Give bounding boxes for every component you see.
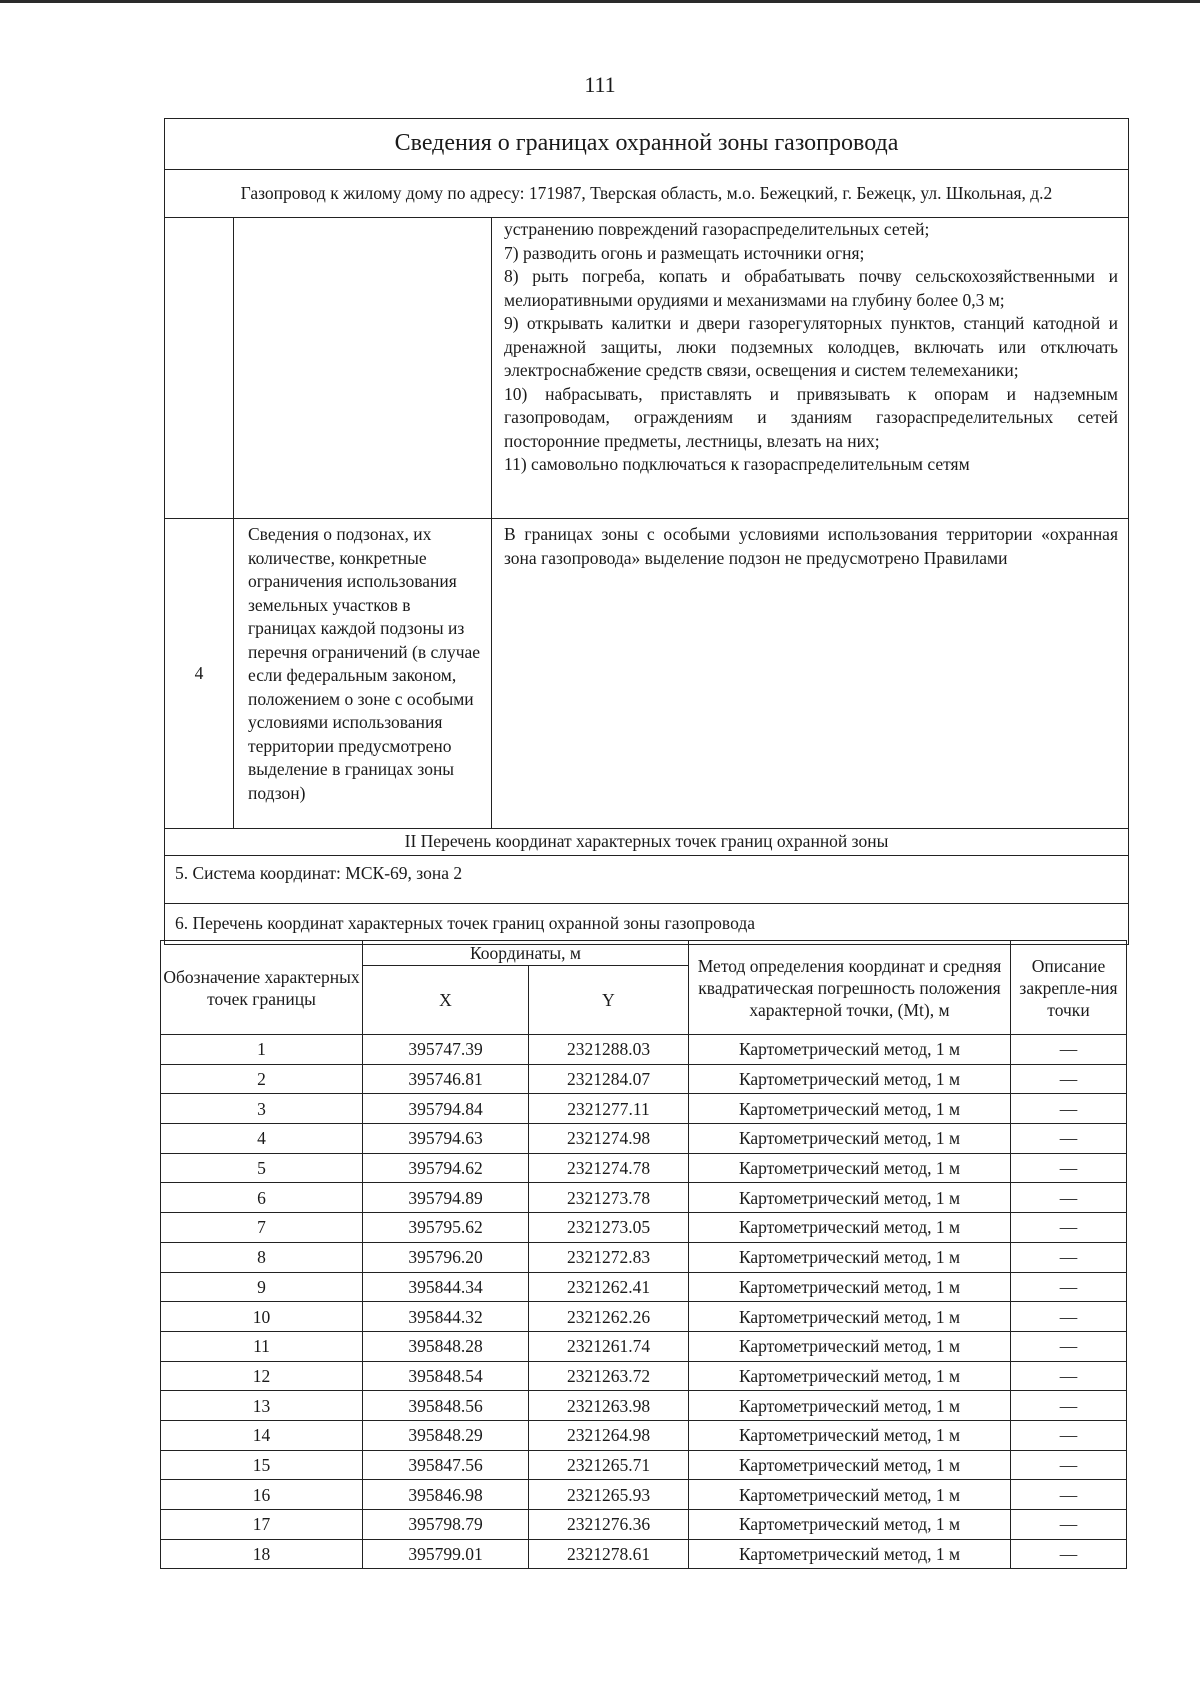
restrictions-number-cell	[165, 218, 234, 519]
method: Картометрический метод, 1 м	[689, 1242, 1011, 1272]
point-number: 3	[161, 1094, 363, 1124]
coord-y: 2321276.36	[529, 1510, 689, 1540]
coord-x: 395794.62	[363, 1153, 529, 1183]
method: Картометрический метод, 1 м	[689, 1539, 1011, 1569]
point-description: —	[1011, 1510, 1127, 1540]
column-header-point: Обозначение характерных точек границы	[161, 941, 363, 1035]
point-number: 8	[161, 1242, 363, 1272]
method: Картометрический метод, 1 м	[689, 1183, 1011, 1213]
coord-x: 395798.79	[363, 1510, 529, 1540]
method: Картометрический метод, 1 м	[689, 1094, 1011, 1124]
point-number: 16	[161, 1480, 363, 1510]
coord-y: 2321273.05	[529, 1213, 689, 1243]
point-number: 6	[161, 1183, 363, 1213]
coordinates-table	[160, 940, 1127, 1569]
point-description: —	[1011, 1153, 1127, 1183]
coord-y: 2321263.72	[529, 1361, 689, 1391]
point-number: 18	[161, 1539, 363, 1569]
method: Картометрический метод, 1 м	[689, 1450, 1011, 1480]
point-description: —	[1011, 1331, 1127, 1361]
coord-x: 395844.34	[363, 1272, 529, 1302]
coord-y: 2321288.03	[529, 1035, 689, 1065]
column-header-y: Y	[529, 966, 689, 1035]
coord-x: 395848.56	[363, 1391, 529, 1421]
point-description: —	[1011, 1420, 1127, 1450]
method: Картометрический метод, 1 м	[689, 1391, 1011, 1421]
table-row	[161, 1450, 1127, 1480]
point-description: —	[1011, 1124, 1127, 1154]
point-description: —	[1011, 1450, 1127, 1480]
coord-y: 2321263.98	[529, 1391, 689, 1421]
point-number: 12	[161, 1361, 363, 1391]
document-title: Сведения о границах охранной зоны газопровода	[165, 119, 1129, 170]
point-description: —	[1011, 1035, 1127, 1065]
coord-x: 395747.39	[363, 1035, 529, 1065]
point-number: 5	[161, 1153, 363, 1183]
coordinate-list-heading: 6. Перечень координат характерных точек границ охранной зоны газопровода	[165, 904, 1129, 945]
coord-y: 2321272.83	[529, 1242, 689, 1272]
gas-pipeline-address: Газопровод к жилому дому по адресу: 171987, Тверская область, м.о. Бежецкий, г. Бежецк, ул. Школьная, д.2	[165, 170, 1129, 218]
coord-x: 395844.32	[363, 1302, 529, 1332]
table-row	[161, 1420, 1127, 1450]
coord-x: 395847.56	[363, 1450, 529, 1480]
table-row	[161, 1272, 1127, 1302]
table-row	[161, 1302, 1127, 1332]
coord-y: 2321261.74	[529, 1331, 689, 1361]
boundary-info-table	[164, 118, 1129, 945]
table-row	[161, 1242, 1127, 1272]
table-row	[161, 1391, 1127, 1421]
point-description: —	[1011, 1361, 1127, 1391]
point-description: —	[1011, 1064, 1127, 1094]
table-row	[161, 1183, 1127, 1213]
column-header-coordinates: Координаты, м	[363, 941, 689, 966]
coord-x: 395795.62	[363, 1213, 529, 1243]
point-number: 9	[161, 1272, 363, 1302]
coord-x: 395799.01	[363, 1539, 529, 1569]
restriction-item: устранению повреждений газораспределительных сетей;	[504, 219, 930, 239]
page-number: 111	[584, 72, 616, 97]
restriction-item: 8) рыть погреба, копать и обрабатывать почву сельскохозяйственными и мелиоративными орудиями и механизмами на глубину более 0,3 м;	[504, 266, 1118, 310]
restriction-item: 10) набрасывать, приставлять и привязывать к опорам и надземным газопроводам, ограждениям и зданиям газораспределительных сетей посторонние предметы, лестницы, влезать на них;	[504, 383, 1118, 451]
table-row	[161, 1539, 1127, 1569]
coord-y: 2321284.07	[529, 1064, 689, 1094]
method: Картометрический метод, 1 м	[689, 1124, 1011, 1154]
method: Картометрический метод, 1 м	[689, 1153, 1011, 1183]
subzone-label: Сведения о подзонах, их количестве, конкретные ограничения использования земельных участков в границах каждой подзоны из перечня ограничений (в случае если федеральным законом, положением о зоне с особыми условиями использования территории предусмотрено выделение в границах зоны подзон)	[234, 519, 492, 829]
point-number: 13	[161, 1391, 363, 1421]
coord-x: 395848.28	[363, 1331, 529, 1361]
method: Картометрический метод, 1 м	[689, 1035, 1011, 1065]
table-row	[161, 1480, 1127, 1510]
restriction-item: 9) открывать калитки и двери газорегуляторных пунктов, станций катодной и дренажной защиты, люки подземных колодцев, включать или отключать электроснабжение средств связи, освещения и систем телемеханики;	[504, 313, 1118, 380]
coord-x: 395794.63	[363, 1124, 529, 1154]
row-number: 4	[165, 519, 234, 829]
column-header-description: Описание закрепле-ния точки	[1011, 941, 1127, 1035]
point-number: 7	[161, 1213, 363, 1243]
coordinate-system: 5. Система координат: МСК-69, зона 2	[165, 856, 1129, 904]
coord-y: 2321278.61	[529, 1539, 689, 1569]
restrictions-label-cell	[234, 218, 492, 519]
point-number: 4	[161, 1124, 363, 1154]
table-row	[161, 1124, 1127, 1154]
point-number: 11	[161, 1331, 363, 1361]
method: Картометрический метод, 1 м	[689, 1510, 1011, 1540]
point-description: —	[1011, 1391, 1127, 1421]
coordinates-body	[161, 1035, 1127, 1569]
table-row	[161, 1064, 1127, 1094]
point-description: —	[1011, 1539, 1127, 1569]
point-description: —	[1011, 1213, 1127, 1243]
table-row	[161, 1094, 1127, 1124]
coord-x: 395796.20	[363, 1242, 529, 1272]
coord-x: 395846.98	[363, 1480, 529, 1510]
table-row	[161, 1153, 1127, 1183]
point-number: 14	[161, 1420, 363, 1450]
table-row	[161, 1361, 1127, 1391]
point-number: 17	[161, 1510, 363, 1540]
coord-x: 395848.29	[363, 1420, 529, 1450]
method: Картометрический метод, 1 м	[689, 1302, 1011, 1332]
point-number: 15	[161, 1450, 363, 1480]
restriction-item: 7) разводить огонь и размещать источники огня;	[504, 242, 865, 263]
table-row	[161, 1331, 1127, 1361]
section-2-heading: II Перечень координат характерных точек границ охранной зоны	[165, 829, 1129, 856]
coord-x: 395794.89	[363, 1183, 529, 1213]
point-description: —	[1011, 1302, 1127, 1332]
restriction-item: 11) самовольно подключаться к газораспределительным сетям	[504, 454, 970, 474]
coord-y: 2321265.93	[529, 1480, 689, 1510]
method: Картометрический метод, 1 м	[689, 1361, 1011, 1391]
coord-x: 395848.54	[363, 1361, 529, 1391]
coord-y: 2321262.26	[529, 1302, 689, 1332]
point-description: —	[1011, 1094, 1127, 1124]
coord-y: 2321274.98	[529, 1124, 689, 1154]
coord-y: 2321262.41	[529, 1272, 689, 1302]
scan-top-edge	[0, 0, 1200, 3]
column-header-x: X	[363, 966, 529, 1035]
table-row	[161, 1213, 1127, 1243]
method: Картометрический метод, 1 м	[689, 1272, 1011, 1302]
method: Картометрический метод, 1 м	[689, 1420, 1011, 1450]
coord-x: 395746.81	[363, 1064, 529, 1094]
point-number: 2	[161, 1064, 363, 1094]
coord-x: 395794.84	[363, 1094, 529, 1124]
coord-y: 2321277.11	[529, 1094, 689, 1124]
method: Картометрический метод, 1 м	[689, 1480, 1011, 1510]
method: Картометрический метод, 1 м	[689, 1331, 1011, 1361]
point-description: —	[1011, 1183, 1127, 1213]
coord-y: 2321273.78	[529, 1183, 689, 1213]
column-header-method: Метод определения координат и средняя квадратическая погрешность положения характерной точки, (Mt), м	[689, 941, 1011, 1035]
point-description: —	[1011, 1480, 1127, 1510]
subzone-value: В границах зоны с особыми условиями использования территории «охранная зона газопровода» выделение подзон не предусмотрено Правилами	[492, 519, 1129, 829]
coord-y: 2321264.98	[529, 1420, 689, 1450]
coord-y: 2321274.78	[529, 1153, 689, 1183]
table-row	[161, 1510, 1127, 1540]
method: Картометрический метод, 1 м	[689, 1213, 1011, 1243]
point-description: —	[1011, 1242, 1127, 1272]
coord-y: 2321265.71	[529, 1450, 689, 1480]
point-number: 10	[161, 1302, 363, 1332]
point-description: —	[1011, 1272, 1127, 1302]
method: Картометрический метод, 1 м	[689, 1064, 1011, 1094]
point-number: 1	[161, 1035, 363, 1065]
table-row	[161, 1035, 1127, 1065]
restrictions-list	[492, 218, 1129, 519]
